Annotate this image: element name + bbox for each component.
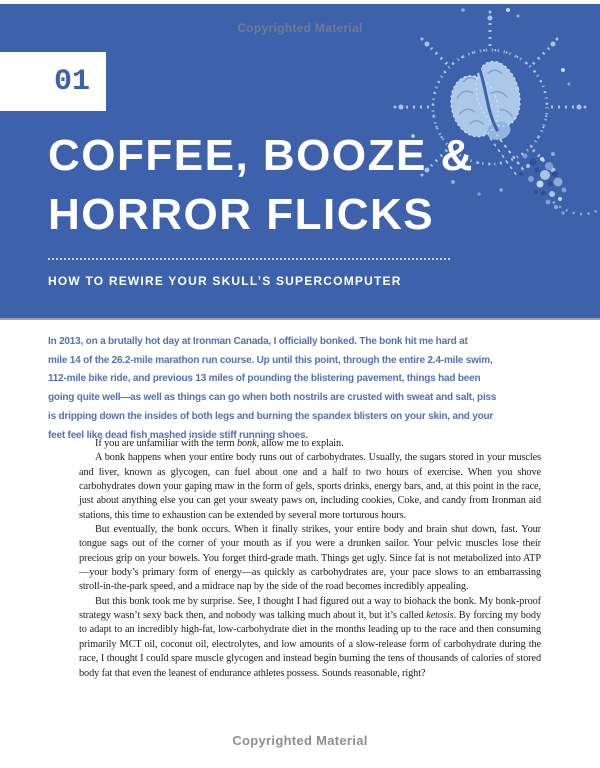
body-paragraphs xyxy=(79,437,541,681)
intro-line: mile 14 of the 26.2-mile marathon run course. Up until this point, through the entire 2.4-mile swim, xyxy=(48,354,493,366)
body-paragraph: If you are unfamiliar with the term bonk, allow me to explain. xyxy=(95,438,344,449)
top-copyright-label: Copyrighted Material xyxy=(237,21,363,35)
dotted-divider xyxy=(48,258,450,260)
chapter-number: 01 xyxy=(53,64,90,99)
chapter-title-line2: HORROR FLICKS xyxy=(48,190,435,239)
chapter-header xyxy=(0,4,600,320)
intro-line: 112-mile bike ride, and previous 13 miles of pounding the blistering pavement, things had been xyxy=(48,373,481,385)
intro-line: In 2013, on a brutally hot day at Ironman Canada, I officially bonked. The bonk hit me hard at xyxy=(48,336,468,347)
chapter-number-box xyxy=(0,52,106,111)
intro-line: is dripping down the insides of both legs and burning the spandex blisters on your skin, and your xyxy=(48,410,494,422)
chapter-subtitle: HOW TO REWIRE YOUR SKULL’S SUPERCOMPUTER xyxy=(48,274,402,288)
intro-paragraph xyxy=(48,333,496,445)
intro-line: going quite well—as well as things can go when both nostrils are crusted with sweat and salt, piss xyxy=(48,392,497,404)
body-paragraph: A bonk happens when your entire body runs out of carbohydrates. Usually, the sugars stored in your muscles and liver, known as glycogen, can fuel about one and a half to two hours of exercise. When you shove carbohydrates down your gaping maw in the form of gels, sports drinks, energy bars, and, at this point in the race, just about anything else you can get your sweaty paws on, including cookies, Coke, and candy from Ironman aid stations, this time to exhaustion can be extended by several more torturous hours. xyxy=(79,452,541,521)
bottom-copyright-label: Copyrighted Material xyxy=(232,733,368,748)
intro-line: feet feel like dead fish mashed inside stiff running shoes. xyxy=(48,429,308,441)
body-paragraph: But eventually, the bonk occurs. When it finally strikes, your entire body and brain shut down, fast. Your tongue sags out of the corner of your mouth as if you were a drunken sailor. Your pelvic muscles lose their precious grip on your bowels. You forget third-grade math. Things get ugly. Since fat is not metabolized into ATP—your body’s primary form of energy—as quickly as carbohydrates are, your pace slows to an embarrassing stroll-in-the-park speed, and a midrace nap by the side of the road becomes incredibly appealing. xyxy=(79,524,541,593)
body-paragraph: But this bonk took me by surprise. See, I thought I had figured out a way to biohack the bonk. My bonk-proof strategy wasn’t sexy back then, and nobody was talking much about it, but it’s called ketosis. By forcing my body to adapt to an incredibly high-fat, low-carbohydrate diet in the months leading up to the race and then consuming primarily MCT oil, coconut oil, electrolytes, and low amounts of a slow-release form of carbohydrate during the race, I thought I could spare muscle glycogen and instead begin burning the tens of thousands of calories of stored body fat that even the leanest of endurance athletes possess. Sounds reasonable, right? xyxy=(79,595,542,679)
chapter-title-line1: COFFEE, BOOZE & xyxy=(48,131,474,180)
chapter-title xyxy=(48,126,474,244)
